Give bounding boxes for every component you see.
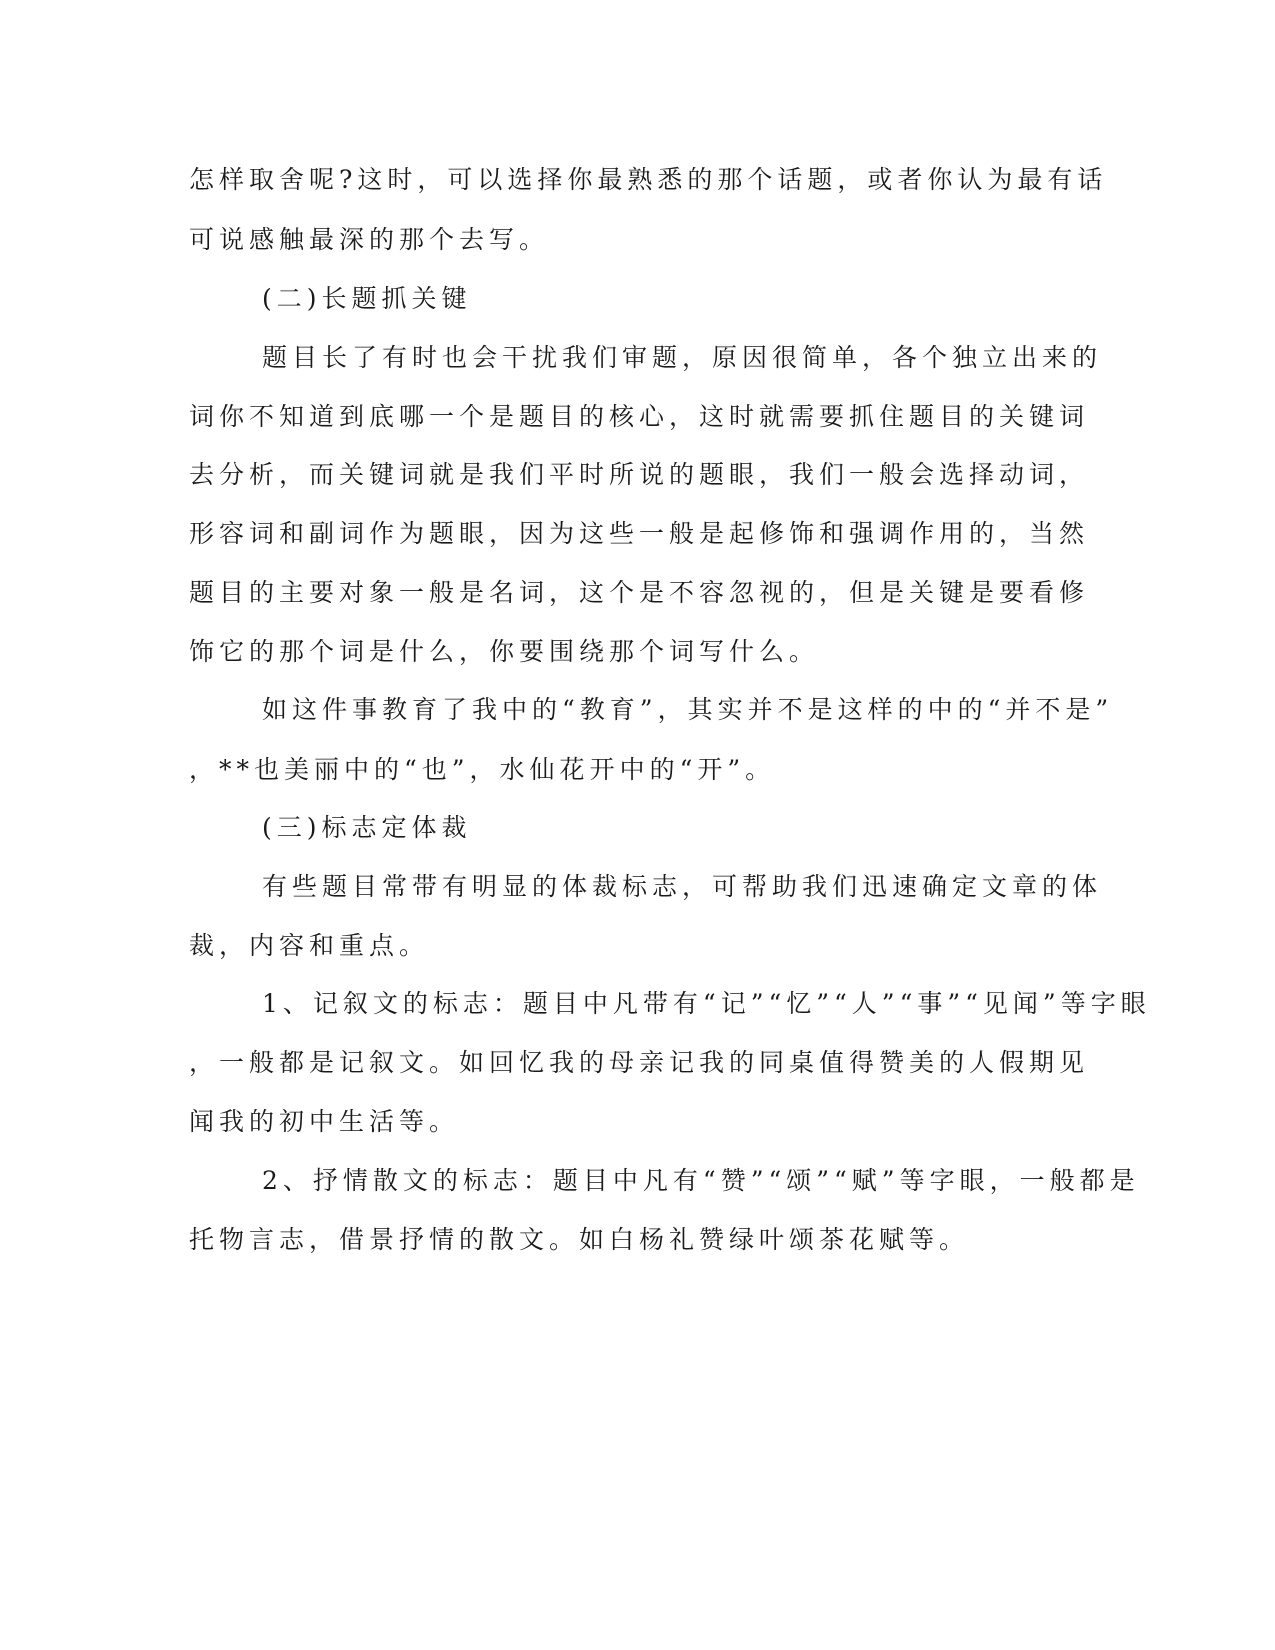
text-line: 题目的主要对象一般是名词，这个是不容忽视的，但是关键是要看修 (189, 578, 1090, 607)
text-line: ，一般都是记叙文。如回忆我的母亲记我的同桌值得赞美的人假期见 (189, 1048, 1090, 1077)
section-heading: (三)标志定体裁 (262, 813, 472, 842)
text-line: 1、记叙文的标志：题目中凡带有“记”“忆”“人”“事”“见闻”等字眼 (262, 989, 1151, 1018)
text-line: 形容词和副词作为题眼，因为这些一般是起修饰和强调作用的，当然 (189, 519, 1090, 548)
text-line: 2、抒情散文的标志：题目中凡有“赞”“颂”“赋”等字眼，一般都是 (262, 1166, 1140, 1195)
text-line: 裁，内容和重点。 (189, 931, 430, 960)
text-line: ，**也美丽中的“也”，水仙花开中的“开”。 (189, 755, 776, 784)
text-line: 可说感触最深的那个去写。 (189, 225, 550, 254)
text-line: 怎样取舍呢?这时，可以选择你最熟悉的那个话题，或者你认为最有话 (189, 165, 1108, 194)
text-line: 闻我的初中生活等。 (189, 1107, 460, 1136)
text-line: 词你不知道到底哪一个是题目的核心，这时就需要抓住题目的关键词 (189, 402, 1090, 431)
text-line: 去分析，而关键词就是我们平时所说的题眼，我们一般会选择动词， (189, 460, 1090, 489)
text-line: 有些题目常带有明显的体裁标志，可帮助我们迅速确定文章的体 (262, 872, 1103, 901)
text-line: 如这件事教育了我中的“教育”，其实并不是这样的中的“并不是” (262, 695, 1114, 724)
section-heading: (二)长题抓关键 (262, 284, 472, 313)
text-line: 饰它的那个词是什么，你要围绕那个词写什么。 (189, 637, 820, 666)
text-line: 托物言志，借景抒情的散文。如白杨礼赞绿叶颂茶花赋等。 (189, 1225, 970, 1254)
text-line: 题目长了有时也会干扰我们审题，原因很简单，各个独立出来的 (262, 343, 1103, 372)
